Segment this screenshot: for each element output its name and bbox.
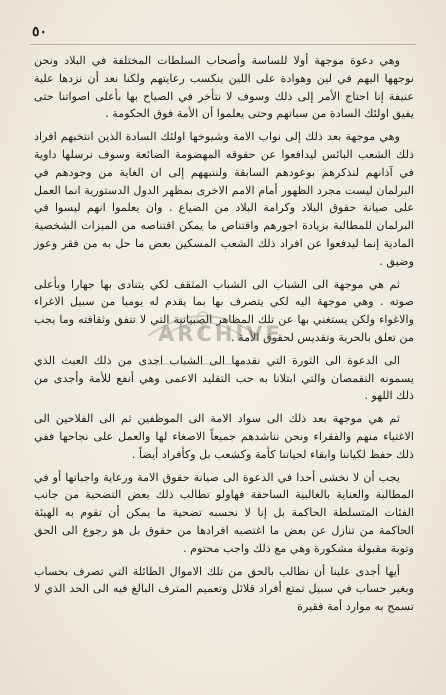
paragraph-5: ثم هي موجهة بعد ذلك الى سواد الامة الى الموظفين ثم الى الفلاحين الى الاغنياء منهم والفقراء ونحن نناشدهم جميعاً الاصغاء لها والعمل على نجاحها ففي ذلك حفظ لكياننا وابقاء لحياتنا كأمة وكشعب بل وكأفراد أيضاً . [34, 412, 414, 461]
paragraph-3: ثم هي موجهة الى الشباب الى الشباب المثقف لكي يتنادى بها جهارا وبأعلى صوته . وهي موجهة اليه لكي يتصرف بها بما يقدم له يوميا من سبيل الاغراء والاغواء ولكن يستغني بها عن تلك المظاهر الصبيانية التي لا تتفق وثقافته وما يجب من تعلق بالحرية وتقديس لحقوق الأمة . [34, 277, 414, 344]
paragraph-4: الى الدعوة الى الثورة التي نقدمها الى الشباب اجدى من ذلك العبث الذي يسمونه التقمصان والتي ابتلانا به حب التقليد الاعمى وهي أنفع للأمة وأجدى من ذلك اللهو . [34, 353, 414, 403]
paragraph-1: وهي دعوة موجهة أولا للساسة وأصحاب السلطات المختلفة في البلاد ونحن نوجهها اليهم في لين وهوادة على اللين ينكسب رعايتهم ولكنا نعد أن نزدها علية عنيفة إنا احتاج الأمر إلى ذلك وسوف لا نتأخر في الصياح بها بأعلى اصواتنا حتى يفيق اولئك السادة من سباتهم وحتى يعلموا أن الأمة فوق الحكومة . [34, 54, 414, 121]
paragraph-2: وهي موجهة بعد ذلك إلى نواب الامة وشيوخها اولئك السادة الذين انتخبهم افراد ذلك الشعب البائس ليدافعوا عن حقوقه المهضومة الضائعة وسوف نرسلها داوية في آذانهم لنذكرهم بوعودهم السابقة ولننبههم إلى ان الغاية من وجودهم في البرلمان ليست مجرد الظهور أمام الامم الاخرى بمظهر الدول الدستورية انما العمل على صيانة حقوق البلاد وكرامة البلاد من الضياع . وان يعلموا انهم ليسوا في البرلمان للمطالبة بزيادة اجورهم واقتناص ما يمكن اقتناصه من الميزات الشخصية المادية إنما ليدفعوا عن افراد ذلك الشعب المسكين بعض ما حل به من فقر وعوز وضيق . [34, 130, 414, 268]
paragraph-7: أيها أجدى علينا أن نطالب بالحق من تلك الاموال الطائلة التي تصرف بحساب وبغير حساب في سبيل تمتع أفراد قلائل وتعميم المترف البالغ فيه الى الحد الذي لا تسمح به موارد أمة فقيرة [34, 564, 414, 614]
header-rule [30, 44, 416, 45]
paragraph-6: يجب أن لا نخشى أحدا في الدعوة الى صيانة حقوق الامة ورعاية واجباتها أو في المطالبة والعناية بالغالبية الساحقة فهاولو تطالب ذلك بعض التضحية من جانب الفئات المتسلطة الحاكمة بل إنا لا نحسبه تضحية ما يمكن أن تقوم به الهيئة الحاكمة من تنازل عن بعض ما اغتصبه افرادها من حقوق بل هو رجوع الى الحق وتوبة مقبولة مشكورة وهي مع ذلك واجب محتوم . [34, 470, 414, 555]
page-number: ٥٠ [32, 24, 48, 40]
archive-watermark-label: ARCHIVE [158, 322, 283, 346]
